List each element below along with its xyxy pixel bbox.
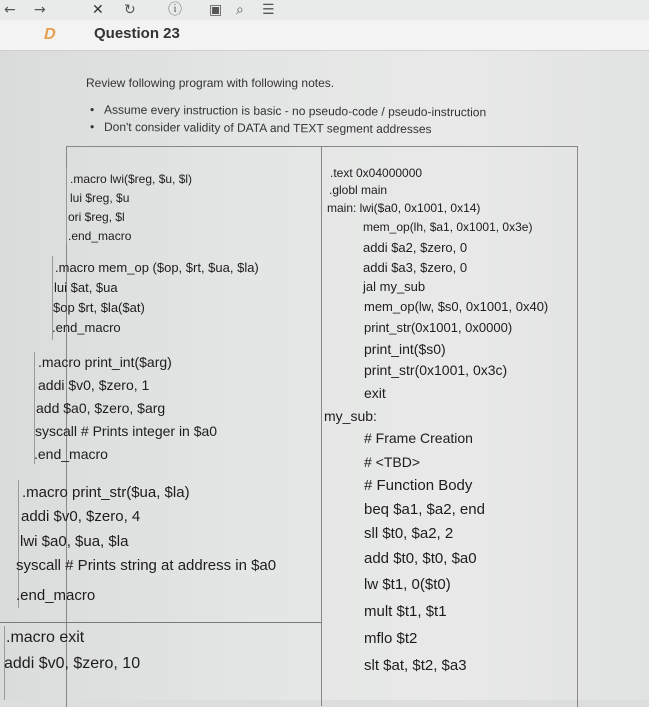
code-line: slt $at, $t2, $a3 <box>364 657 467 674</box>
search-icon[interactable]: ⌕ <box>236 2 244 18</box>
close-icon[interactable]: ✕ <box>92 2 104 18</box>
code-line: addi $a2, $zero, 0 <box>363 240 468 255</box>
reload-icon[interactable]: ↻ <box>124 2 136 18</box>
browser-toolbar <box>0 0 649 20</box>
bookmark-icon[interactable]: ▣ <box>209 2 223 18</box>
code-line: sll $t0, $a2, 2 <box>364 525 454 542</box>
back-arrow-icon[interactable]: ← <box>4 2 16 18</box>
code-line: .text 0x04000000 <box>330 166 423 180</box>
code-line: lui $reg, $u <box>70 191 130 205</box>
code-line: beq $a1, $a2, end <box>364 501 485 518</box>
divider <box>0 622 322 623</box>
prompt-intro: Review following program with following notes. <box>86 76 335 90</box>
info-icon[interactable]: ⓘ <box>168 2 182 18</box>
code-line: mem_op(lh, $a1, 0x1001, 0x3e) <box>363 220 533 234</box>
code-line: $op $rt, $la($at) <box>53 300 145 315</box>
code-line: print_int($s0) <box>364 341 446 357</box>
code-line: lw $t1, 0($t0) <box>364 576 451 593</box>
code-line: .end_macro <box>34 446 108 462</box>
code-line: exit <box>364 385 386 401</box>
code-line: addi $v0, $zero, 10 <box>4 655 141 672</box>
code-line: addi $a3, $zero, 0 <box>363 260 468 275</box>
code-line: lui $at, $ua <box>54 280 118 295</box>
code-line: # <TBD> <box>364 454 421 470</box>
code-line: ori $reg, $l <box>68 210 125 224</box>
code-line: # Frame Creation <box>364 430 473 446</box>
code-line: mem_op(lw, $s0, 0x1001, 0x40) <box>364 299 549 314</box>
forward-arrow-icon[interactable]: → <box>34 2 46 18</box>
code-line: .end_macro <box>52 320 121 335</box>
code-line: lwi $a0, $ua, $la <box>20 533 129 550</box>
question-title: Question 23 <box>94 25 180 42</box>
code-line: addi $v0, $zero, 1 <box>38 377 150 393</box>
code-line: .macro print_int($arg) <box>38 354 172 370</box>
code-line: jal my_sub <box>363 279 426 294</box>
code-line: syscall # Prints string at address in $a0 <box>16 557 277 574</box>
flag-icon[interactable]: D <box>42 26 58 43</box>
code-line: .macro lwi($reg, $u, $l) <box>70 172 193 186</box>
code-line: .end_macro <box>16 587 96 604</box>
code-line: add $a0, $zero, $arg <box>36 400 166 416</box>
code-line: mult $t1, $t1 <box>364 603 447 620</box>
code-line: addi $v0, $zero, 4 <box>21 508 141 525</box>
code-line: .globl main <box>329 183 388 197</box>
code-line: .macro mem_op ($op, $rt, $ua, $la) <box>55 260 259 275</box>
menu-icon[interactable]: ☰ <box>262 2 275 18</box>
code-line: my_sub: <box>324 408 377 424</box>
code-line: # Function Body <box>364 477 473 494</box>
code-line: mflo $t2 <box>364 630 418 647</box>
code-line: .macro exit <box>6 629 85 646</box>
code-line: .end_macro <box>68 229 132 243</box>
note-item: • Assume every instruction is basic - no pseudo-code / pseudo-instruction <box>104 103 486 120</box>
code-line: .macro print_str($ua, $la) <box>22 484 190 501</box>
code-line: syscall # Prints integer in $a0 <box>35 423 218 439</box>
note-item: • Don't consider validity of DATA and TEXT segment addresses <box>104 120 432 136</box>
code-line: print_str(0x1001, 0x0000) <box>364 320 513 335</box>
macro-block <box>66 168 67 244</box>
code-line: main: lwi($a0, 0x1001, 0x14) <box>327 201 481 215</box>
code-line: print_str(0x1001, 0x3c) <box>364 362 508 378</box>
code-line: add $t0, $t0, $a0 <box>364 550 477 567</box>
question-header <box>0 20 649 51</box>
